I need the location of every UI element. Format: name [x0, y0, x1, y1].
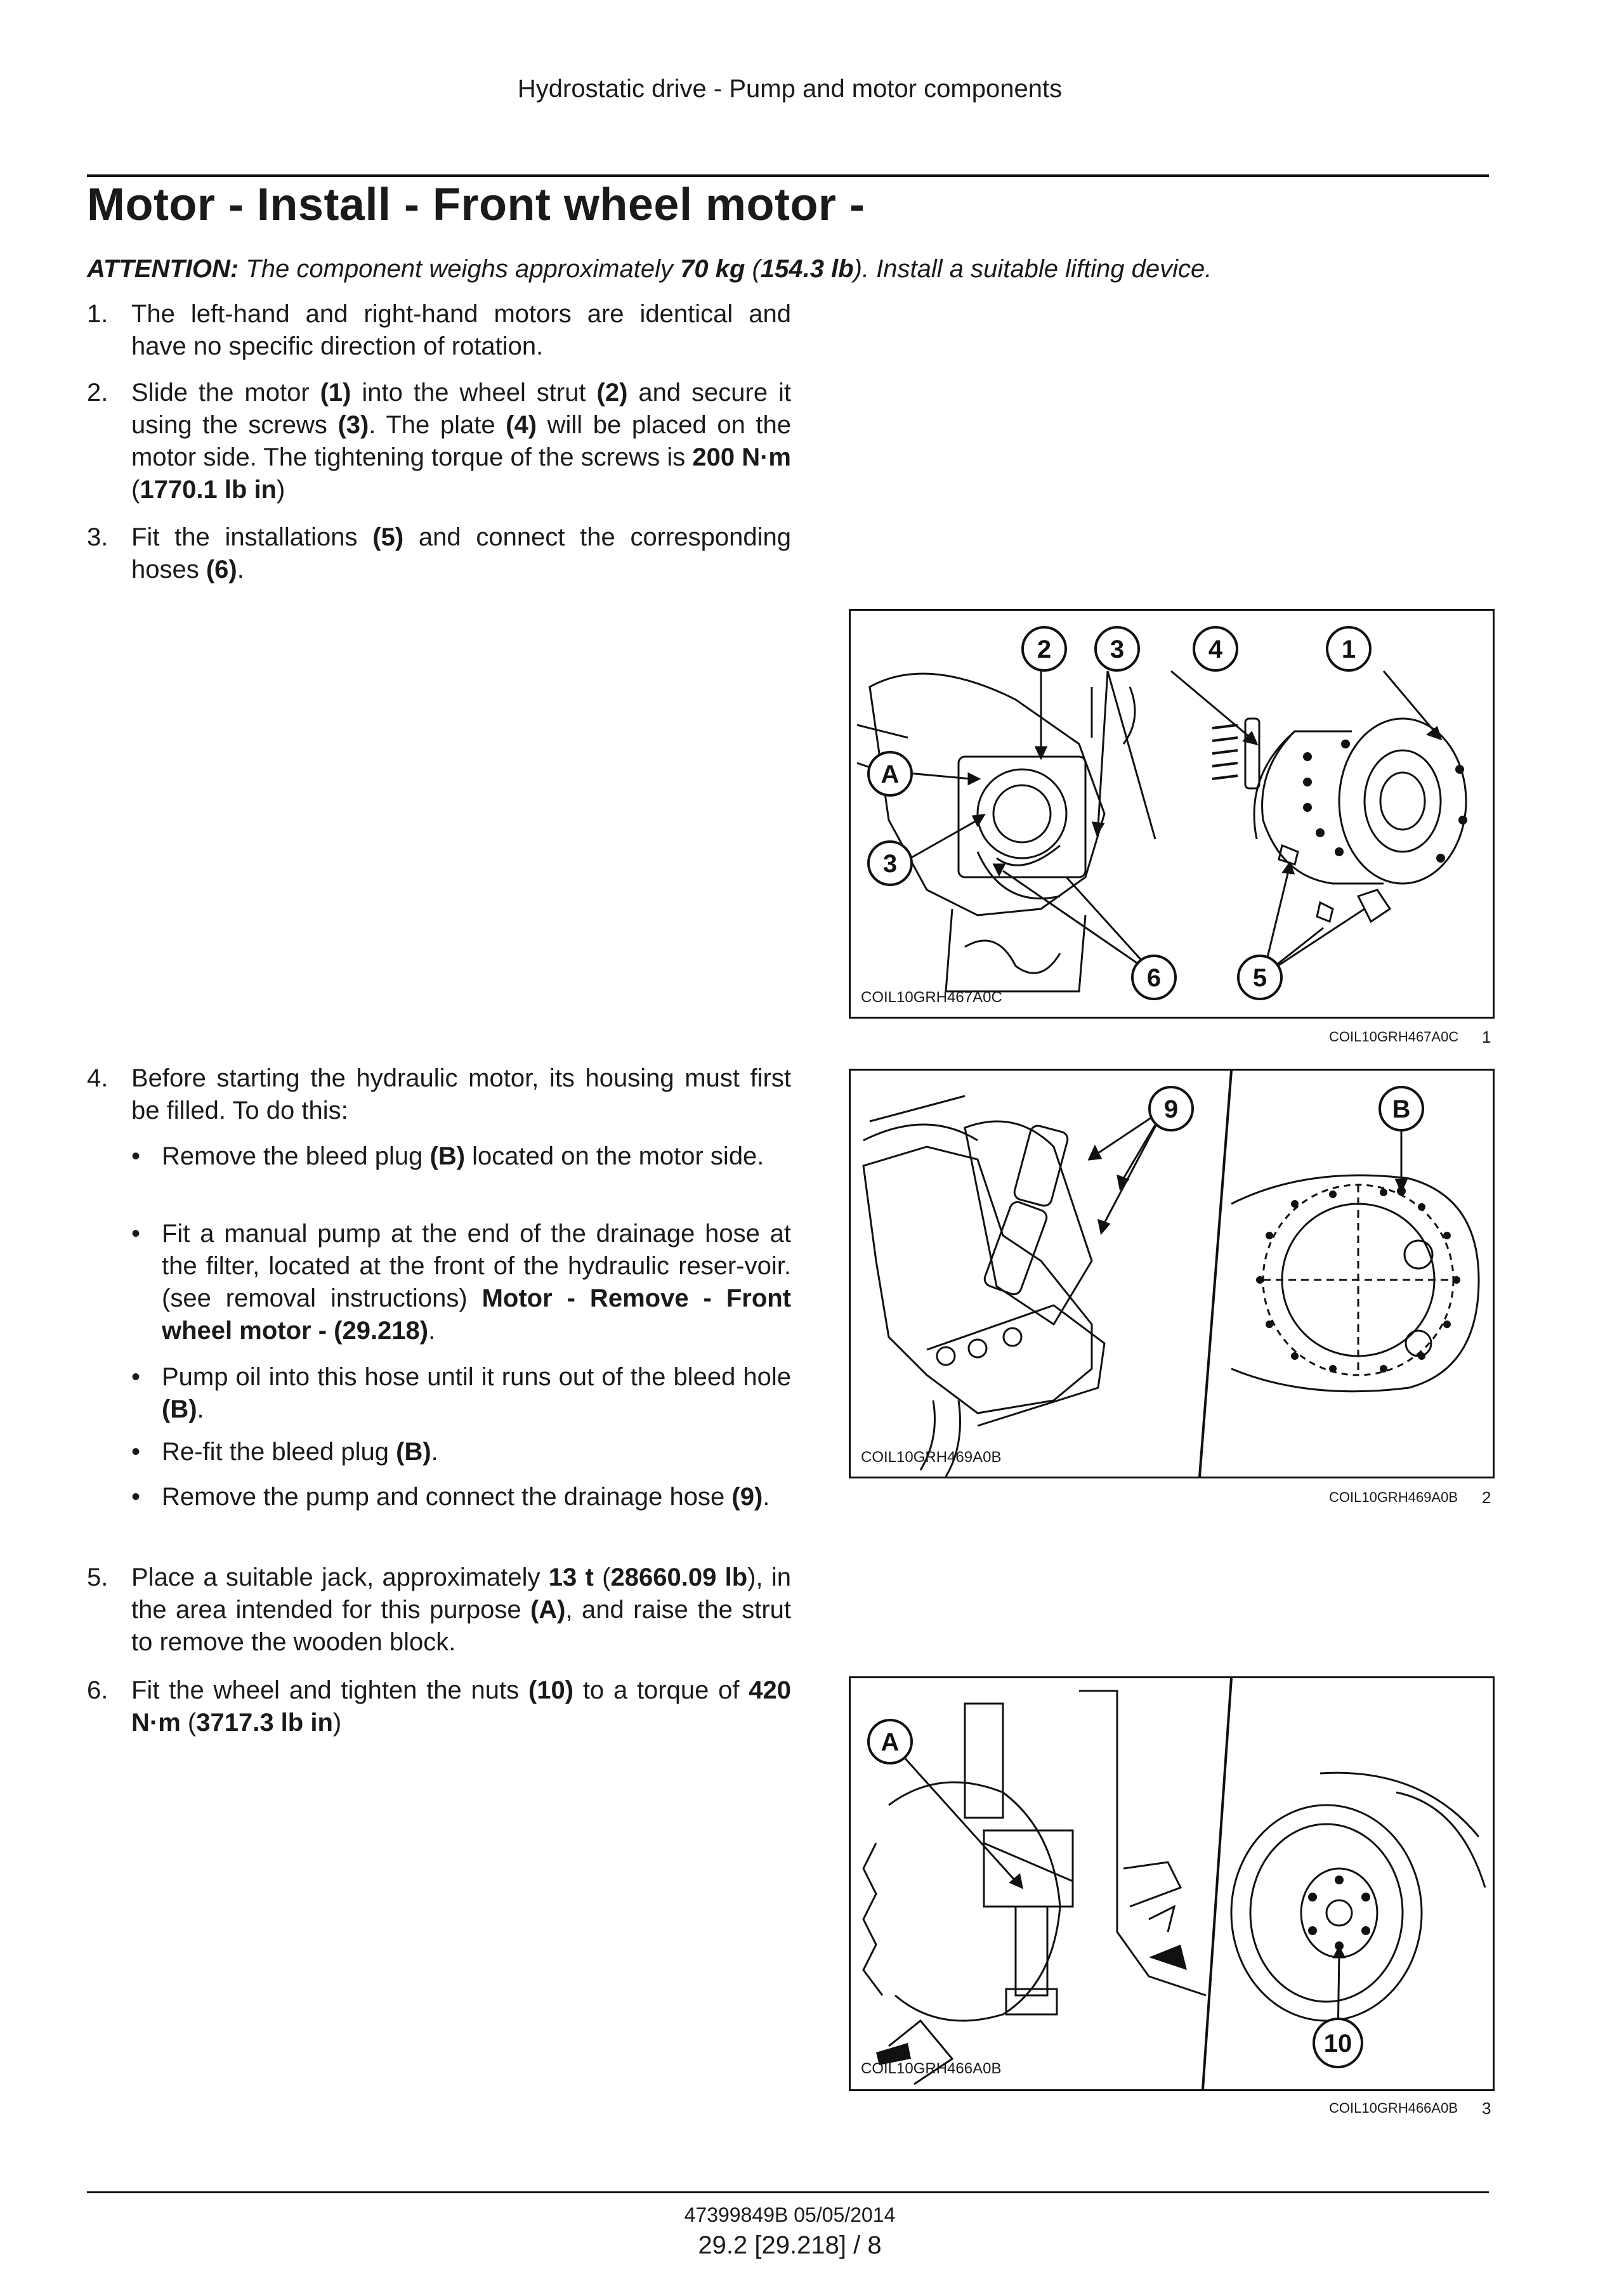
figure-1-illustration [851, 611, 1493, 1017]
figure-1-code: COIL10GRH467A0C [861, 989, 1002, 1006]
callout-3: 3 [1110, 636, 1125, 663]
footer-rule [87, 2191, 1489, 2193]
step-4-bullet-1: • Remove the bleed plug (B) located on the motor side. [131, 1142, 764, 1170]
attention-label: ATTENTION: [87, 255, 239, 283]
callout-6: 6 [1146, 964, 1162, 992]
footer-page-number: 29.2 [29.218] / 8 [698, 2231, 882, 2259]
callout-10: 10 [1323, 2030, 1352, 2058]
figure-3-illustration [851, 1678, 1493, 2089]
figure-3-number: 3 [1482, 2099, 1491, 2118]
step-3: 3. Fit the installations (5) and connect the corresponding hoses (6). [87, 523, 792, 584]
footer-doc-id: 47399849B 05/05/2014 [684, 2203, 896, 2226]
figure-2-illustration [851, 1071, 1493, 1477]
callout-A: A [881, 760, 900, 788]
figure-2-code: COIL10GRH469A0B [861, 1449, 1002, 1466]
figure-1-number: 1 [1482, 1027, 1491, 1047]
figure-2-caption-code: COIL10GRH469A0B [1329, 1489, 1458, 1505]
callout-9: 9 [1163, 1095, 1179, 1123]
figure-3-wheel-fitting [849, 1676, 1495, 2091]
step-5: 5. Place a suitable jack, approximately 13 t (28660.09 lb), in the area intended for this purpose (A), and raise the strut to remove the wooden block. [87, 1563, 792, 1656]
figure-3-caption-code: COIL10GRH466A0B [1329, 2100, 1458, 2116]
page-header-title: Hydrostatic drive - Pump and motor components [517, 75, 1063, 103]
callout-5: 5 [1252, 964, 1267, 992]
callout-1: 1 [1341, 636, 1356, 663]
step-1: 1. The left-hand and right-hand motors are identical and have no specific direction of rotation. [87, 300, 791, 360]
figure-2-bleed-plug [849, 1069, 1495, 1478]
callout-B: B [1392, 1095, 1411, 1123]
callout-4: 4 [1208, 636, 1223, 663]
step-4-bullet-3: • Pump oil into this hose until it runs out of the bleed hole (B). [131, 1363, 791, 1423]
step-6: 6. Fit the wheel and tighten the nuts (10) to a torque of 420 N·m (3717.3 lb in) [87, 1676, 791, 1737]
step-4-bullet-5: • Remove the pump and connect the drainage hose (9). [131, 1483, 770, 1511]
header-rule [87, 174, 1489, 177]
callout-2: 2 [1037, 636, 1052, 663]
step-2: 2. Slide the motor (1) into the wheel strut (2) and secure it using the screws (3). The plate (4) will be placed on the motor side. The tightening torque of the screws is 200 N·m (1770.1 lb in) [87, 379, 792, 504]
step-4-bullet-4: • Re-fit the bleed plug (B). [131, 1438, 438, 1466]
callout-3-lower: 3 [882, 850, 898, 878]
section-title: Motor - Install - Front wheel motor - [87, 179, 865, 230]
figure-1-caption-code: COIL10GRH467A0C [1329, 1029, 1459, 1045]
figure-2-number: 2 [1482, 1488, 1491, 1507]
callout-A-fig3: A [881, 1728, 900, 1756]
figure-1-motor-install [849, 609, 1495, 1019]
attention-note: ATTENTION: The component weighs approximately 70 kg (154.3 lb). Install a suitable lifting device. [87, 255, 1212, 283]
figure-3-code: COIL10GRH466A0B [861, 2060, 1002, 2077]
step-4: 4. Before starting the hydraulic motor, its housing must first be filled. To do this: [87, 1064, 791, 1125]
step-4-bullet-2: • Fit a manual pump at the end of the drainage hose at the filter, located at the front of the hydraulic reser-voir. (see removal instructions) Motor - Remove - Front wheel motor - (29.218). [131, 1220, 792, 1345]
